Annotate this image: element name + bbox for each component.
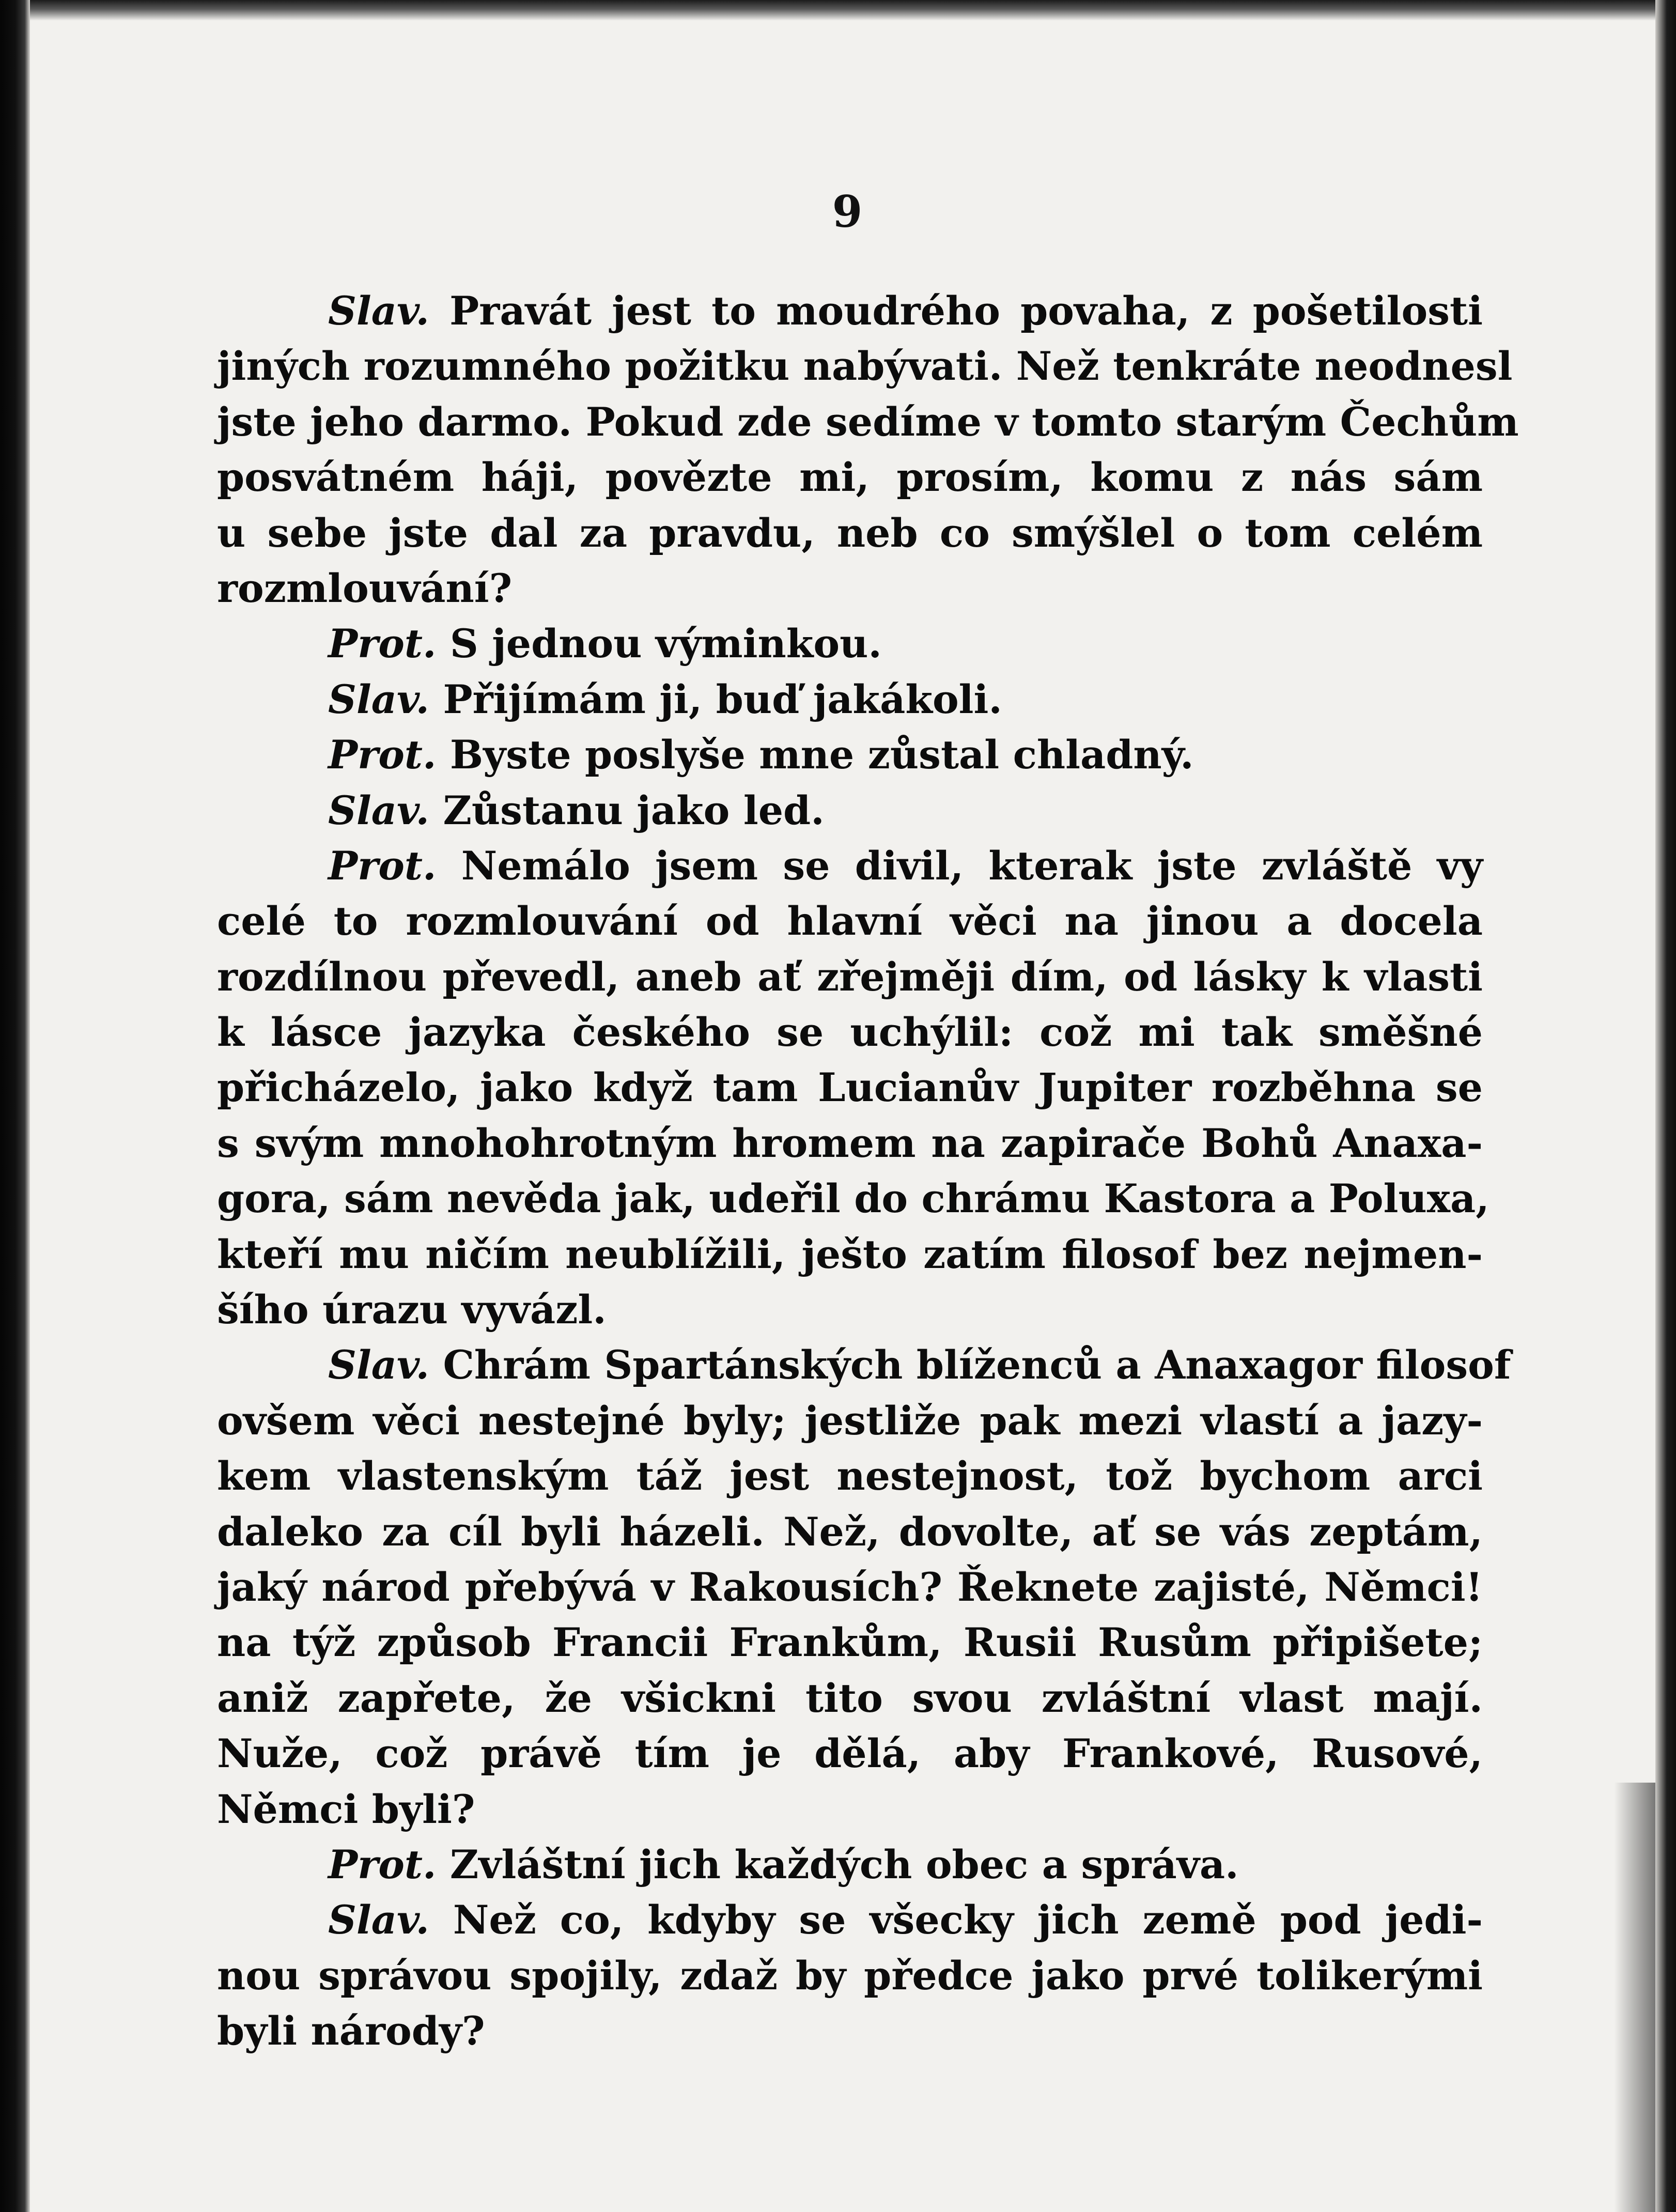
line-text: rozdílnou převedl, aneb ať zřejměji dím, od lásky k vlasti <box>217 953 1483 1000</box>
line-text: ovšem věci nestejné byly; jestliže pak mezi vlastí a jazy- <box>217 1397 1483 1444</box>
line-text: přicházelo, jako když tam Lucianův Jupiter rozběhna se <box>217 1064 1483 1111</box>
text-line <box>217 1337 1511 1393</box>
line-text: Přijímám ji, buď jakákoli. <box>429 676 1002 722</box>
line-text: posvátném háji, povězte mi, prosím, komu z nás sám <box>217 454 1483 501</box>
text-line <box>217 783 1483 838</box>
line-text: byli národy? <box>217 2008 485 2054</box>
speaker-label: Slav. <box>328 1342 429 1388</box>
text-line <box>217 1504 1483 1559</box>
line-text: Chrám Spartánských blíženců a Anaxagor filosof <box>429 1342 1511 1388</box>
text-line <box>217 1227 1483 1282</box>
speaker-label: Prot. <box>328 842 437 889</box>
left-binding-edge <box>0 0 30 2212</box>
line-text: rozmlouvání? <box>217 565 513 611</box>
text-line <box>217 949 1483 1004</box>
speaker-label: Prot. <box>328 621 437 667</box>
line-text: Pravát jest to moudrého povaha, z pošetilosti <box>429 288 1483 334</box>
line-text: na týž způsob Francii Frankům, Rusii Rusům připišete; <box>217 1619 1483 1666</box>
text-line <box>217 616 1483 671</box>
speaker-label: Slav. <box>328 676 429 722</box>
text-line <box>217 450 1483 505</box>
text-line <box>217 1171 1489 1226</box>
text-line <box>217 1892 1483 1947</box>
line-text: Zůstanu jako led. <box>429 787 825 833</box>
text-line <box>217 1837 1483 1892</box>
line-text: celé to rozmlouvání od hlavní věci na jinou a docela <box>217 898 1483 945</box>
line-text: Nuže, což právě tím je dělá, aby Frankové, Rusové, <box>217 1730 1483 1777</box>
line-text: aniž zapřete, že všickni tito svou zvláštní vlast mají. <box>217 1675 1483 1721</box>
line-text: gora, sám nevěda jak, udeřil do chrámu Kastora a Poluxa, <box>217 1175 1489 1222</box>
line-text: S jednou výminkou. <box>436 621 882 667</box>
text-line <box>217 893 1483 949</box>
text-line <box>217 561 1483 616</box>
text-line <box>217 505 1483 561</box>
dialogue-text-block <box>217 283 1519 2059</box>
text-line <box>217 838 1483 893</box>
speaker-label: Slav. <box>328 288 429 334</box>
right-edge-wear <box>1614 1783 1655 2212</box>
speaker-label: Prot. <box>328 1841 437 1888</box>
right-scan-edge <box>1655 0 1676 2212</box>
text-line <box>217 1615 1483 1670</box>
speaker-label: Slav. <box>328 1897 429 1943</box>
text-line <box>217 394 1519 450</box>
text-line <box>217 1782 1483 1837</box>
line-text: daleko za cíl byli házeli. Než, dovolte, ať se vás zeptám, <box>217 1508 1483 1555</box>
text-line <box>217 1282 1483 1337</box>
line-text: kem vlastenským táž jest nestejnost, tož bychom arci <box>217 1453 1483 1499</box>
text-line <box>217 338 1513 394</box>
line-text: u sebe jste dal za pravdu, neb co smýšlel o tom celém <box>217 509 1483 556</box>
text-line <box>217 1726 1483 1781</box>
text-line <box>217 672 1483 727</box>
line-text: nou správou spojily, zdaž by předce jako prvé tolikerými <box>217 1952 1483 1999</box>
page-number: 9 <box>832 186 863 237</box>
text-line <box>217 727 1483 782</box>
speaker-label: Slav. <box>328 787 429 833</box>
speaker-label: Prot. <box>328 732 437 778</box>
line-text: s svým mnohohrotným hromem na zapirače Bohů Anaxa- <box>217 1120 1483 1166</box>
text-line <box>217 1559 1483 1615</box>
line-text: Byste poslyše mne zůstal chladný. <box>436 732 1194 778</box>
text-line <box>217 1448 1483 1504</box>
text-line <box>217 1060 1483 1115</box>
line-text: jste jeho darmo. Pokud zde sedíme v tomto starým Čechům <box>217 398 1519 445</box>
text-line <box>217 1393 1483 1448</box>
line-text: k lásce jazyka českého se uchýlil: což mi tak směšné <box>217 1009 1483 1056</box>
text-line <box>217 283 1483 338</box>
text-line <box>217 1004 1483 1060</box>
text-line <box>217 1116 1483 1171</box>
line-text: Němci byli? <box>217 1786 475 1832</box>
line-text: Než co, kdyby se všecky jich země pod jedi- <box>429 1897 1483 1943</box>
text-line <box>217 1948 1483 2003</box>
top-scan-edge <box>0 0 1676 21</box>
line-text: jaký národ přebývá v Rakousích? Řeknete zajisté, Němci! <box>217 1564 1483 1610</box>
line-text: Nemálo jsem se divil, kterak jste zvláště vy <box>436 842 1483 889</box>
text-line <box>217 2003 1483 2059</box>
line-text: jiných rozumného požitku nabývati. Než tenkráte neodnesl <box>217 343 1513 390</box>
line-text: Zvláštní jich každých obec a správa. <box>436 1841 1239 1888</box>
line-text: kteří mu ničím neublížili, ješto zatím filosof bez nejmen- <box>217 1231 1483 1277</box>
text-line <box>217 1670 1483 1726</box>
line-text: šího úrazu vyvázl. <box>217 1287 607 1333</box>
